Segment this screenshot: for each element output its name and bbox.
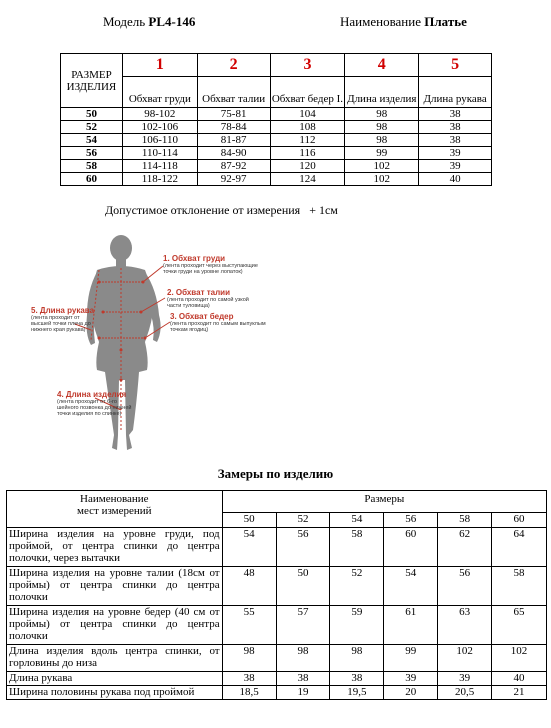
- value-cell: 38: [419, 108, 492, 121]
- size-cell: 52: [61, 121, 123, 134]
- measurement-row: [7, 567, 547, 606]
- tolerance-note: [105, 203, 338, 218]
- value-cell: 40: [419, 173, 492, 186]
- value-cell: 98: [345, 108, 419, 121]
- model-header: [103, 14, 195, 30]
- measurement-value: 64: [492, 528, 547, 567]
- size-table-body: [61, 108, 492, 186]
- measurement-value: 20: [384, 686, 438, 700]
- measurement-value: 102: [438, 645, 492, 672]
- value-cell: 87-92: [197, 160, 270, 173]
- model-value: PL4-146: [148, 14, 196, 29]
- measurement-value: 99: [384, 645, 438, 672]
- measurement-name: Ширина изделия на уровне груди, под проймой, от центра спинки до центра полочки, через вытачки: [7, 528, 223, 567]
- tolerance-text: Допустимое отклонение от измерения: [105, 203, 301, 217]
- value-cell: 84-90: [197, 147, 270, 160]
- size-row: [61, 134, 492, 147]
- value-cell: 116: [270, 147, 345, 160]
- column-number: 5: [419, 54, 492, 77]
- measurement-value: 40: [492, 672, 547, 686]
- measurement-value: 19: [276, 686, 330, 700]
- value-cell: 92-97: [197, 173, 270, 186]
- name-value: Платье: [424, 14, 467, 29]
- measurement-row: [7, 686, 547, 700]
- size-cell: 50: [61, 108, 123, 121]
- model-label: Модель: [103, 14, 146, 29]
- measurement-value: 61: [384, 606, 438, 645]
- value-cell: 104: [270, 108, 345, 121]
- measurement-value: 21: [492, 686, 547, 700]
- measurement-value: 38: [222, 672, 276, 686]
- value-cell: 102-106: [122, 121, 197, 134]
- measurements-title: Замеры по изделию: [217, 466, 334, 481]
- measurement-value: 57: [276, 606, 330, 645]
- size-cell: 60: [61, 173, 123, 186]
- measurement-value: 19,5: [330, 686, 384, 700]
- size-row: [61, 121, 492, 134]
- name-header: [340, 14, 467, 30]
- figure-label-waist: 2. Обхват талии (лента проходит по самой узкой части туловища): [167, 288, 249, 309]
- value-cell: 110-114: [122, 147, 197, 160]
- measurement-row: [7, 606, 547, 645]
- measurement-value: 38: [330, 672, 384, 686]
- value-cell: 112: [270, 134, 345, 147]
- size-column-header: 58: [438, 512, 492, 527]
- measurement-value: 38: [276, 672, 330, 686]
- value-cell: 106-110: [122, 134, 197, 147]
- size-column-header: 52: [276, 512, 330, 527]
- size-header: РАЗМЕР ИЗДЕЛИЯ: [61, 54, 123, 108]
- column-label: Длина изделия: [345, 77, 419, 108]
- measurement-name: Длина рукава: [7, 672, 223, 686]
- measurement-name: Длина изделия вдоль центра спинки, от горловины до низа: [7, 645, 223, 672]
- size-row: [61, 147, 492, 160]
- measurement-row: [7, 645, 547, 672]
- figure-label-hips: 3. Обхват бедер (лента проходит по самым выпуклым точкам ягодиц): [170, 312, 266, 333]
- figure-label-sleeve: 5. Длина рукава (лента проходит от высшей точки плеча до нижнего края рукава): [31, 306, 95, 333]
- column-label: Обхват бедер I.: [270, 77, 345, 108]
- measurement-value: 102: [492, 645, 547, 672]
- measurement-value: 39: [438, 672, 492, 686]
- column-number: 4: [345, 54, 419, 77]
- body-measurement-figure: [25, 230, 275, 455]
- mannequin-silhouette: [87, 235, 161, 450]
- value-cell: 75-81: [197, 108, 270, 121]
- value-cell: 98: [345, 121, 419, 134]
- measurement-value: 56: [438, 567, 492, 606]
- value-cell: 81-87: [197, 134, 270, 147]
- size-column-header: 54: [330, 512, 384, 527]
- column-number: 1: [122, 54, 197, 77]
- sizes-header: Размеры: [222, 491, 546, 513]
- size-row: [61, 173, 492, 186]
- value-cell: 39: [419, 160, 492, 173]
- size-column-header: 56: [384, 512, 438, 527]
- measurement-value: 59: [330, 606, 384, 645]
- measurement-value: 56: [276, 528, 330, 567]
- measurement-value: 63: [438, 606, 492, 645]
- measurement-value: 39: [384, 672, 438, 686]
- measurement-name: Ширина половины рукава под проймой: [7, 686, 223, 700]
- size-cell: 56: [61, 147, 123, 160]
- size-row: [61, 160, 492, 173]
- measurement-row: [7, 528, 547, 567]
- measurement-value: 58: [492, 567, 547, 606]
- value-cell: 38: [419, 121, 492, 134]
- figure-label-chest: 1. Обхват груди (лента проходит через выступающие точки груди на уровне лопаток): [163, 254, 258, 275]
- measurement-value: 48: [222, 567, 276, 606]
- measurement-value: 55: [222, 606, 276, 645]
- value-cell: 39: [419, 147, 492, 160]
- measurements-table: [6, 490, 547, 700]
- size-cell: 54: [61, 134, 123, 147]
- value-cell: 78-84: [197, 121, 270, 134]
- figure-label-length: 4. Длина изделия (лента проходит от 6-го шейного позвонка до нижней точки изделия по спинке): [57, 390, 132, 417]
- size-column-header: 50: [222, 512, 276, 527]
- column-label: Обхват талии: [197, 77, 270, 108]
- value-cell: 102: [345, 160, 419, 173]
- measurement-value: 98: [330, 645, 384, 672]
- value-cell: 120: [270, 160, 345, 173]
- measurement-value: 18,5: [222, 686, 276, 700]
- measurement-value: 98: [276, 645, 330, 672]
- name-column-header: Наименование мест измерений: [7, 491, 223, 528]
- measurement-row: [7, 672, 547, 686]
- measurement-value: 54: [222, 528, 276, 567]
- value-cell: 98-102: [122, 108, 197, 121]
- value-cell: 38: [419, 134, 492, 147]
- value-cell: 102: [345, 173, 419, 186]
- measurement-value: 20,5: [438, 686, 492, 700]
- value-cell: 114-118: [122, 160, 197, 173]
- size-cell: 58: [61, 160, 123, 173]
- measurement-value: 65: [492, 606, 547, 645]
- column-number: 3: [270, 54, 345, 77]
- value-cell: 118-122: [122, 173, 197, 186]
- measurement-value: 50: [276, 567, 330, 606]
- measurement-name: Ширина изделия на уровне талии (18см от проймы) от центра спинки до центра полочки: [7, 567, 223, 606]
- measurement-value: 52: [330, 567, 384, 606]
- size-row: [61, 108, 492, 121]
- measurement-value: 58: [330, 528, 384, 567]
- measurement-name: Ширина изделия на уровне бедер (40 см от проймы) от центра спинки до центра полочки: [7, 606, 223, 645]
- measurement-value: 54: [384, 567, 438, 606]
- size-column-header: 60: [492, 512, 547, 527]
- size-table: [60, 53, 492, 186]
- measurement-value: 62: [438, 528, 492, 567]
- measurement-value: 60: [384, 528, 438, 567]
- value-cell: 98: [345, 134, 419, 147]
- column-label: Длина рукава: [419, 77, 492, 108]
- value-cell: 124: [270, 173, 345, 186]
- tolerance-value: + 1см: [309, 203, 338, 217]
- name-label: Наименование: [340, 14, 421, 29]
- value-cell: 108: [270, 121, 345, 134]
- column-number: 2: [197, 54, 270, 77]
- column-label: Обхват груди: [122, 77, 197, 108]
- measurements-body: [7, 528, 547, 700]
- value-cell: 99: [345, 147, 419, 160]
- measurement-value: 98: [222, 645, 276, 672]
